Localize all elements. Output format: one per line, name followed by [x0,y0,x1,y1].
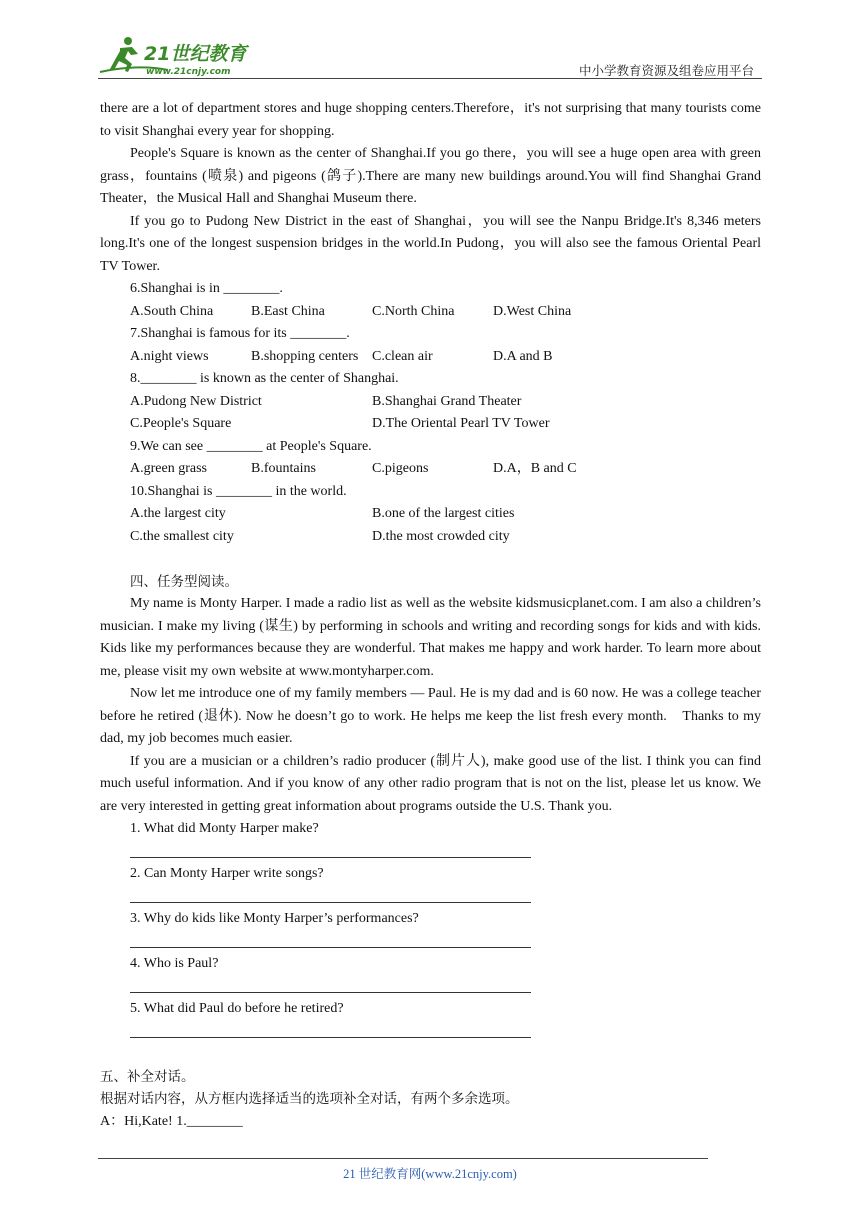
question-6: 6.Shanghai is in ________. [130,281,283,296]
option-c: C.People's Square [130,416,232,431]
option-d: D.the most crowded city [372,528,510,544]
option-b: B.one of the largest cities [372,506,515,521]
option-b: B.fountains [251,461,316,476]
passage-paragraph: there are a lot of department stores and huge shopping centers.Therefore，it's not surprising that many tourists come to visit Shanghai every year for shopping. [100,101,761,139]
options-8-row2 [100,413,761,436]
spacer [100,548,761,571]
task-question-4: 4. Who is Paul? [130,956,219,971]
option-c: C.North China [372,303,455,319]
passage-paragraph: People's Square is known as the center of Shanghai.If you go there，you will see a huge open area with green grass，fountains (喷泉) and pigeons (鸽子).There are many new buildings around.You will find Shanghai Grand Theater，the Musical Hall and Shanghai Museum there. [100,146,761,206]
option-c: C.clean air [372,348,433,364]
reading-paragraph: My name is Monty Harper. I made a radio list as well as the website kidsmusicplanet.com. I am also a children’s musician. I make my living (谋生) by performing in schools and writing and recording songs for kids and with kids. Kids like my performances because they are wonderful. That makes me happy and work harder. To learn more about me, please visit my own website at www.montyharper.com. [100,596,761,679]
logo-url: www.21cnjy.com [146,67,231,77]
question-10: 10.Shanghai is ________ in the world. [130,483,347,499]
options-6 [100,301,761,324]
page-header [98,34,762,80]
passage-paragraph: If you go to Pudong New District in the east of Shanghai，you will see the Nanpu Bridge.It's 8,346 meters long.It's one of the longest suspension bridges in the world.In Pudong，you will also see the famous Oriental Pearl TV Tower. [100,213,761,274]
header-divider [98,78,762,79]
option-c: C.pigeons [372,461,429,476]
task-question-2: 2. Can Monty Harper write songs? [130,866,324,881]
option-c: C.the smallest city [130,528,234,544]
option-b: B.Shanghai Grand Theater [372,393,522,409]
option-a: A.Pudong New District [130,393,262,409]
reading-paragraph: Now let me introduce one of my family members — Paul. He is my dad and is 60 now. He was a college teacher before he retired (退休). Now he doesn’t go to work. He helps me keep the list fresh every month. Thanks to my dad, my job becomes much easier. [100,686,761,746]
answer-line-2[interactable] [130,886,531,909]
section-5-instruction: 根据对话内容，从方框内选择适当的选项补全对话，有两个多余选项。 [100,1091,519,1107]
option-b: B.East China [251,303,325,319]
options-7 [100,346,761,369]
header-platform-text: 中小学教育资源及组卷应用平台 [578,63,754,78]
option-d: D.A and B [493,348,553,364]
answer-line-5[interactable] [130,1021,531,1044]
question-9: 9.We can see ________ at People's Square. [130,438,372,454]
answer-line-3[interactable] [130,931,531,954]
answer-line-1[interactable] [130,841,531,864]
task-question-3: 3. Why do kids like Monty Harper’s performances? [130,911,419,926]
spacer [100,1043,761,1066]
document-body [100,98,761,1133]
question-7: 7.Shanghai is famous for its ________. [130,326,350,341]
footer-divider [98,1158,708,1159]
question-8: 8.________ is known as the center of Shanghai. [130,371,399,386]
option-a: A.green grass [130,461,207,476]
logo-title: 21世纪教育 [144,43,247,65]
option-d: D.The Oriental Pearl TV Tower [372,416,550,431]
site-logo [98,34,268,78]
answer-line-4[interactable] [130,976,531,999]
task-question-5: 5. What did Paul do before he retired? [130,1001,344,1016]
section-4-heading: 四、任务型阅读。 [130,573,238,590]
options-10-row2 [100,526,761,549]
reading-paragraph: If you are a musician or a children’s radio producer (制片人), make good use of the list. I think you can find much useful information. And if you know of any other radio program that is not on the list, please let us know. We are very interested in getting great information about programs outside the U.S. Thank you. [100,753,761,814]
option-b: B.shopping centers [251,348,359,364]
option-d: D.A，B and C [493,461,577,476]
option-a: A.the largest city [130,506,226,521]
options-9 [100,458,761,481]
section-5-heading: 五、补全对话。 [100,1068,195,1085]
options-8-row1 [100,391,761,414]
option-d: D.West China [493,303,572,319]
dialogue-line-1: A：Hi,Kate! 1.________ [100,1113,243,1129]
option-a: A.night views [130,348,209,364]
task-question-1: 1. What did Monty Harper make? [130,821,319,836]
option-a: A.South China [130,303,214,319]
footer-link[interactable]: 21 世纪教育网(www.21cnjy.com) [343,1167,517,1181]
options-10-row1 [100,503,761,526]
